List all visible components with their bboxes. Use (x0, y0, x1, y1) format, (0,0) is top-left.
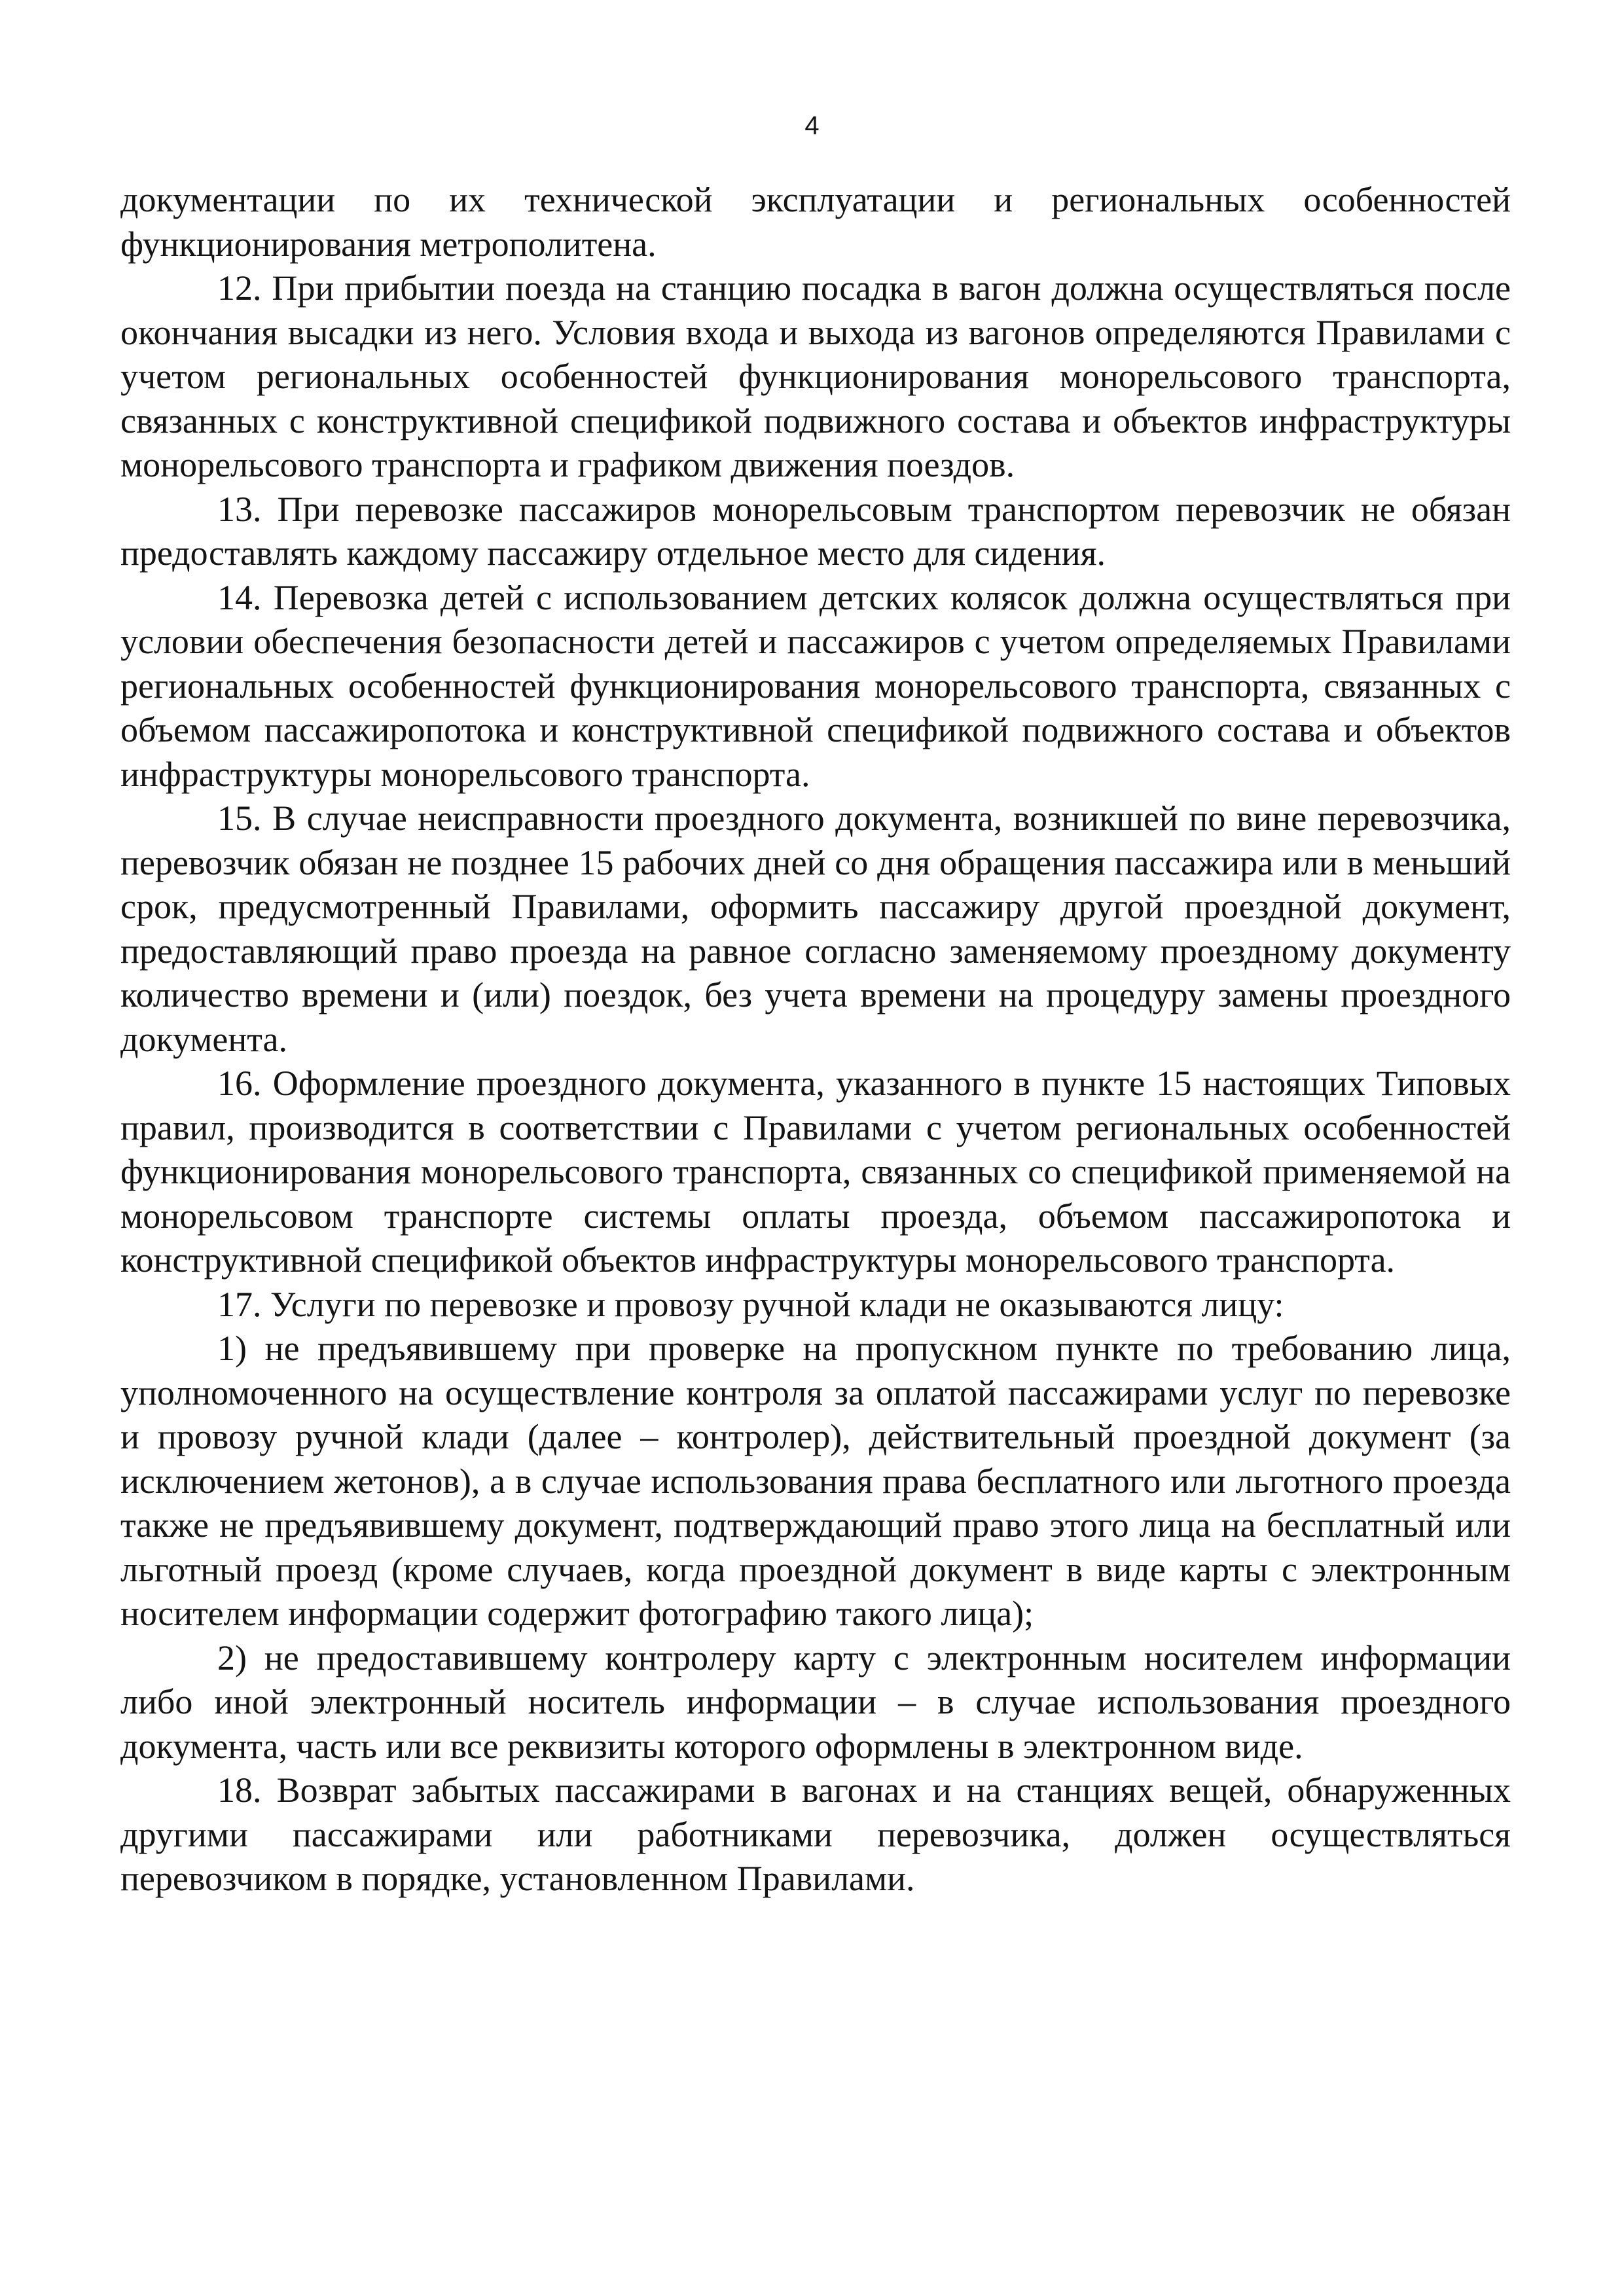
paragraph-item-13: 13. При перевозке пассажиров монорельсовым транспортом перевозчик не обязан предоставлять каждому пассажиру отдельное место для сидения. (120, 489, 1511, 573)
paragraph-subitem-17-1: 1) не предъявившему при проверке на пропускном пункте по требованию лица, уполномоченного на осуществление контроля за оплатой пассажирами услуг по перевозке и провозу ручной клади (далее – контролер), действительный проездной документ (за исключением жетонов), а в случае использования права бесплатного или льготного проезда также не предъявившему документ, подтверждающий право этого лица на бесплатный или льготный проезд (кроме случаев, когда проездной документ в виде карты с электронным носителем информации содержит фотографию такого лица); (120, 1329, 1511, 1633)
page-number: 4 (804, 111, 820, 140)
paragraph-item-12: 12. При прибытии поезда на станцию посадка в вагон должна осуществляться после окончания высадки из него. Условия входа и выхода из вагонов определяются Правилами с учетом региональных особенностей функционирования монорельсового транспорта, связанных с конструктивной спецификой подвижного состава и объектов инфраструктуры монорельсового транспорта и графиком движения поездов. (120, 268, 1511, 484)
paragraph-item-16: 16. Оформление проездного документа, указанного в пункте 15 настоящих Типовых правил, производится в соответствии с Правилами с учетом региональных особенностей функционирования монорельсового транспорта, связанных со спецификой применяемой на монорельсовом транспорте системы оплаты проезда, объемом пассажиропотока и конструктивной спецификой объектов инфраструктуры монорельсового транспорта. (120, 1064, 1511, 1280)
paragraph-item-17: 17. Услуги по перевозке и провозу ручной клади не оказываются лицу: (217, 1284, 1284, 1324)
paragraph-subitem-17-2: 2) не предоставившему контролеру карту с электронным носителем информации либо иной электронный носитель информации – в случае использования проездного документа, часть или все реквизиты которого оформлены в электронном виде. (120, 1638, 1511, 1766)
paragraph-item-15: 15. В случае неисправности проездного документа, возникшей по вине перевозчика, перевозчик обязан не позднее 15 рабочих дней со дня обращения пассажира или в меньший срок, предусмотренный Правилами, оформить пассажиру другой проездной документ, предоставляющий право проезда на равное согласно заменяемому проездному документу количество времени и (или) поездок, без учета времени на процедуру замены проездного документа. (120, 798, 1511, 1059)
paragraph-continuation: документации по их технической эксплуатации и региональных особенностей функционирования метрополитена. (120, 180, 1511, 264)
document-body (120, 178, 1511, 1901)
paragraph-item-18: 18. Возврат забытых пассажирами в вагонах и на станциях вещей, обнаруженных другими пассажирами или работниками перевозчика, должен осуществляться перевозчиком в порядке, установленном Правилами. (120, 1770, 1511, 1898)
paragraph-item-14: 14. Перевозка детей с использованием детских колясок должна осуществляться при условии обеспечения безопасности детей и пассажиров с учетом определяемых Правилами региональных особенностей функционирования монорельсового транспорта, связанных с объемом пассажиропотока и конструктивной спецификой подвижного состава и объектов инфраструктуры монорельсового транспорта. (120, 577, 1511, 794)
